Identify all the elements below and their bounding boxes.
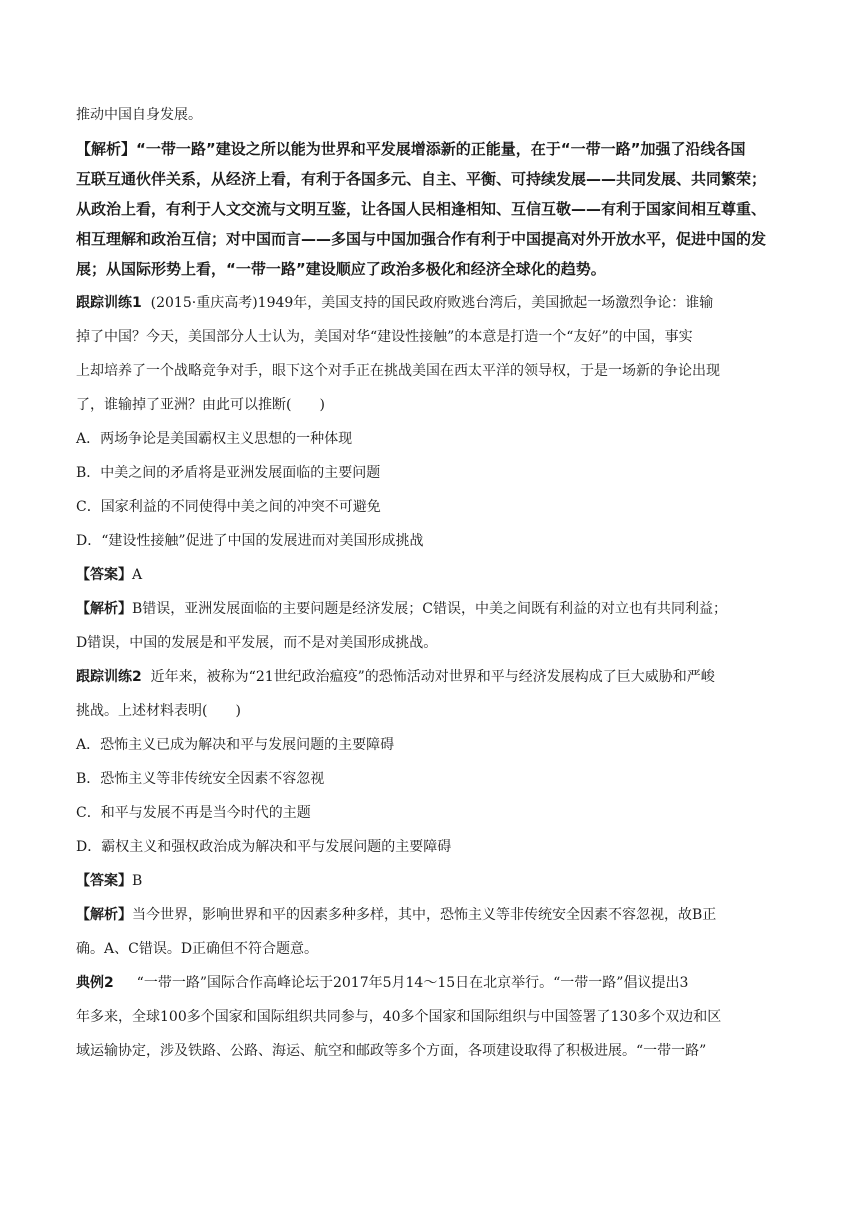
q1-option-c-text: C．国家利益的不同使得中美之间的冲突不可避免 bbox=[76, 499, 381, 515]
q2-option-a bbox=[76, 728, 786, 762]
q2-analysis-text-1: 当今世界，影响世界和平的因素多种多样，其中，恐怖主义等非传统安全因素不容忽视，故B正 bbox=[132, 907, 717, 923]
analysis-text-5: 展；从国际形势上看，“一带一路”建设顺应了政治多极化和经济全球化的趋势。 bbox=[76, 260, 606, 278]
analysis-text-3: 从政治上看，有利于人文交流与文明互鉴，让各国人民相逢相知、互信互敬——有利于国家间相互尊重、 bbox=[76, 200, 767, 218]
q1-option-d bbox=[76, 524, 786, 558]
q2-analysis-line-1 bbox=[76, 898, 786, 932]
analysis-text-2: 互联互通伙伴关系，从经济上看，有利于各国多元、自主、平衡、可持续发展——共同发展、共同繁荣； bbox=[76, 170, 767, 188]
example2-line-2 bbox=[76, 1000, 786, 1034]
q1-text-4: 了，谁输掉了亚洲？由此可以推断( ) bbox=[76, 397, 325, 413]
q1-text-3: 上却培养了一个战略竞争对手，眼下这个对手正在挑战美国在西太平洋的领导权，于是一场新的争论出现 bbox=[76, 363, 720, 379]
q1-analysis-line-2 bbox=[76, 626, 786, 660]
q2-answer-label: 【答案】 bbox=[76, 873, 132, 889]
intro-text: 推动中国自身发展。 bbox=[76, 107, 202, 123]
analysis-line-3 bbox=[76, 194, 786, 224]
q2-option-c-text: C．和平与发展不再是当今时代的主题 bbox=[76, 805, 311, 821]
q2-line-2 bbox=[76, 694, 786, 728]
q2-label: 跟踪训练2 bbox=[76, 669, 142, 685]
example2-line-1 bbox=[76, 966, 786, 1000]
q1-option-b-text: B．中美之间的矛盾将是亚洲发展面临的主要问题 bbox=[76, 465, 381, 481]
q1-analysis-text-1: B错误，亚洲发展面临的主要问题是经济发展；C错误，中美之间既有利益的对立也有共同利益； bbox=[132, 601, 727, 617]
q1-line-3 bbox=[76, 354, 786, 388]
q1-analysis-label: 【解析】 bbox=[76, 601, 132, 617]
q1-answer-label: 【答案】 bbox=[76, 567, 132, 583]
q2-option-d-text: D．霸权主义和强权政治成为解决和平与发展问题的主要障碍 bbox=[76, 839, 452, 855]
example2-text-2: 年多来，全球100多个国家和国际组织共同参与，40多个国家和国际组织与中国签署了130多个双边和区 bbox=[76, 1009, 722, 1025]
q2-answer-value: B bbox=[132, 873, 143, 889]
q1-label: 跟踪训练1 bbox=[76, 295, 142, 311]
q1-option-d-text: D．“建设性接触”促进了中国的发展进而对美国形成挑战 bbox=[76, 533, 424, 549]
q2-option-a-text: A．恐怖主义已成为解决和平与发展问题的主要障碍 bbox=[76, 737, 395, 753]
q2-analysis-line-2 bbox=[76, 932, 786, 966]
q2-analysis-label: 【解析】 bbox=[76, 907, 132, 923]
q1-option-a-text: A．两场争论是美国霸权主义思想的一种体现 bbox=[76, 431, 353, 447]
q2-analysis-text-2: 确。A、C错误。D正确但不符合题意。 bbox=[76, 941, 319, 957]
q2-text-1: 近年来，被称为“21世纪政治瘟疫”的恐怖活动对世界和平与经济发展构成了巨大威胁和严峻 bbox=[150, 669, 715, 685]
example2-text-3: 域运输协定，涉及铁路、公路、海运、航空和邮政等多个方面，各项建设取得了积极进展。“一带一路” bbox=[76, 1043, 707, 1059]
question-1 bbox=[76, 286, 786, 660]
q2-answer bbox=[76, 864, 786, 898]
q2-option-b bbox=[76, 762, 786, 796]
analysis-block bbox=[76, 134, 786, 284]
q1-text-1: (2015·重庆高考)1949年，美国支持的国民政府败逃台湾后，美国掀起一场激烈争论：谁输 bbox=[150, 295, 714, 311]
q1-option-b bbox=[76, 456, 786, 490]
example2-label: 典例2 bbox=[76, 975, 114, 991]
q1-line-4 bbox=[76, 388, 786, 422]
example-2 bbox=[76, 966, 786, 1068]
q2-text-2: 挑战。上述材料表明( ) bbox=[76, 703, 241, 719]
analysis-text-4: 相互理解和政治互信；对中国而言——多国与中国加强合作有利于中国提高对外开放水平，促进中国的发 bbox=[76, 230, 767, 248]
q1-answer-value: A bbox=[132, 567, 143, 583]
q1-option-a bbox=[76, 422, 786, 456]
document-page bbox=[76, 100, 786, 1068]
analysis-text-1: “一带一路”建设之所以能为世界和平发展增添新的正能量，在于“一带一路”加强了沿线各国 bbox=[136, 140, 746, 158]
q1-line-2 bbox=[76, 320, 786, 354]
q2-option-c bbox=[76, 796, 786, 830]
q2-option-b-text: B．恐怖主义等非传统安全因素不容忽视 bbox=[76, 771, 325, 787]
intro-line bbox=[76, 100, 786, 130]
q1-text-2: 掉了中国？今天，美国部分人士认为，美国对华“建设性接触”的本意是打造一个“友好”的中国，事实 bbox=[76, 329, 693, 345]
question-2 bbox=[76, 660, 786, 966]
q1-line-1 bbox=[76, 286, 786, 320]
q1-analysis-line-1 bbox=[76, 592, 786, 626]
q1-option-c bbox=[76, 490, 786, 524]
q2-option-d bbox=[76, 830, 786, 864]
q1-analysis-text-2: D错误，中国的发展是和平发展，而不是对美国形成挑战。 bbox=[76, 635, 438, 651]
q2-line-1 bbox=[76, 660, 786, 694]
analysis-line-5 bbox=[76, 254, 786, 284]
analysis-line-4 bbox=[76, 224, 786, 254]
analysis-label: 【解析】 bbox=[76, 140, 137, 158]
analysis-line-1 bbox=[76, 134, 786, 164]
analysis-line-2 bbox=[76, 164, 786, 194]
example2-line-3 bbox=[76, 1034, 786, 1068]
q1-answer bbox=[76, 558, 786, 592]
example2-text-1: “一带一路”国际合作高峰论坛于2017年5月14～15日在北京举行。“一带一路”倡议提出3 bbox=[122, 975, 689, 991]
